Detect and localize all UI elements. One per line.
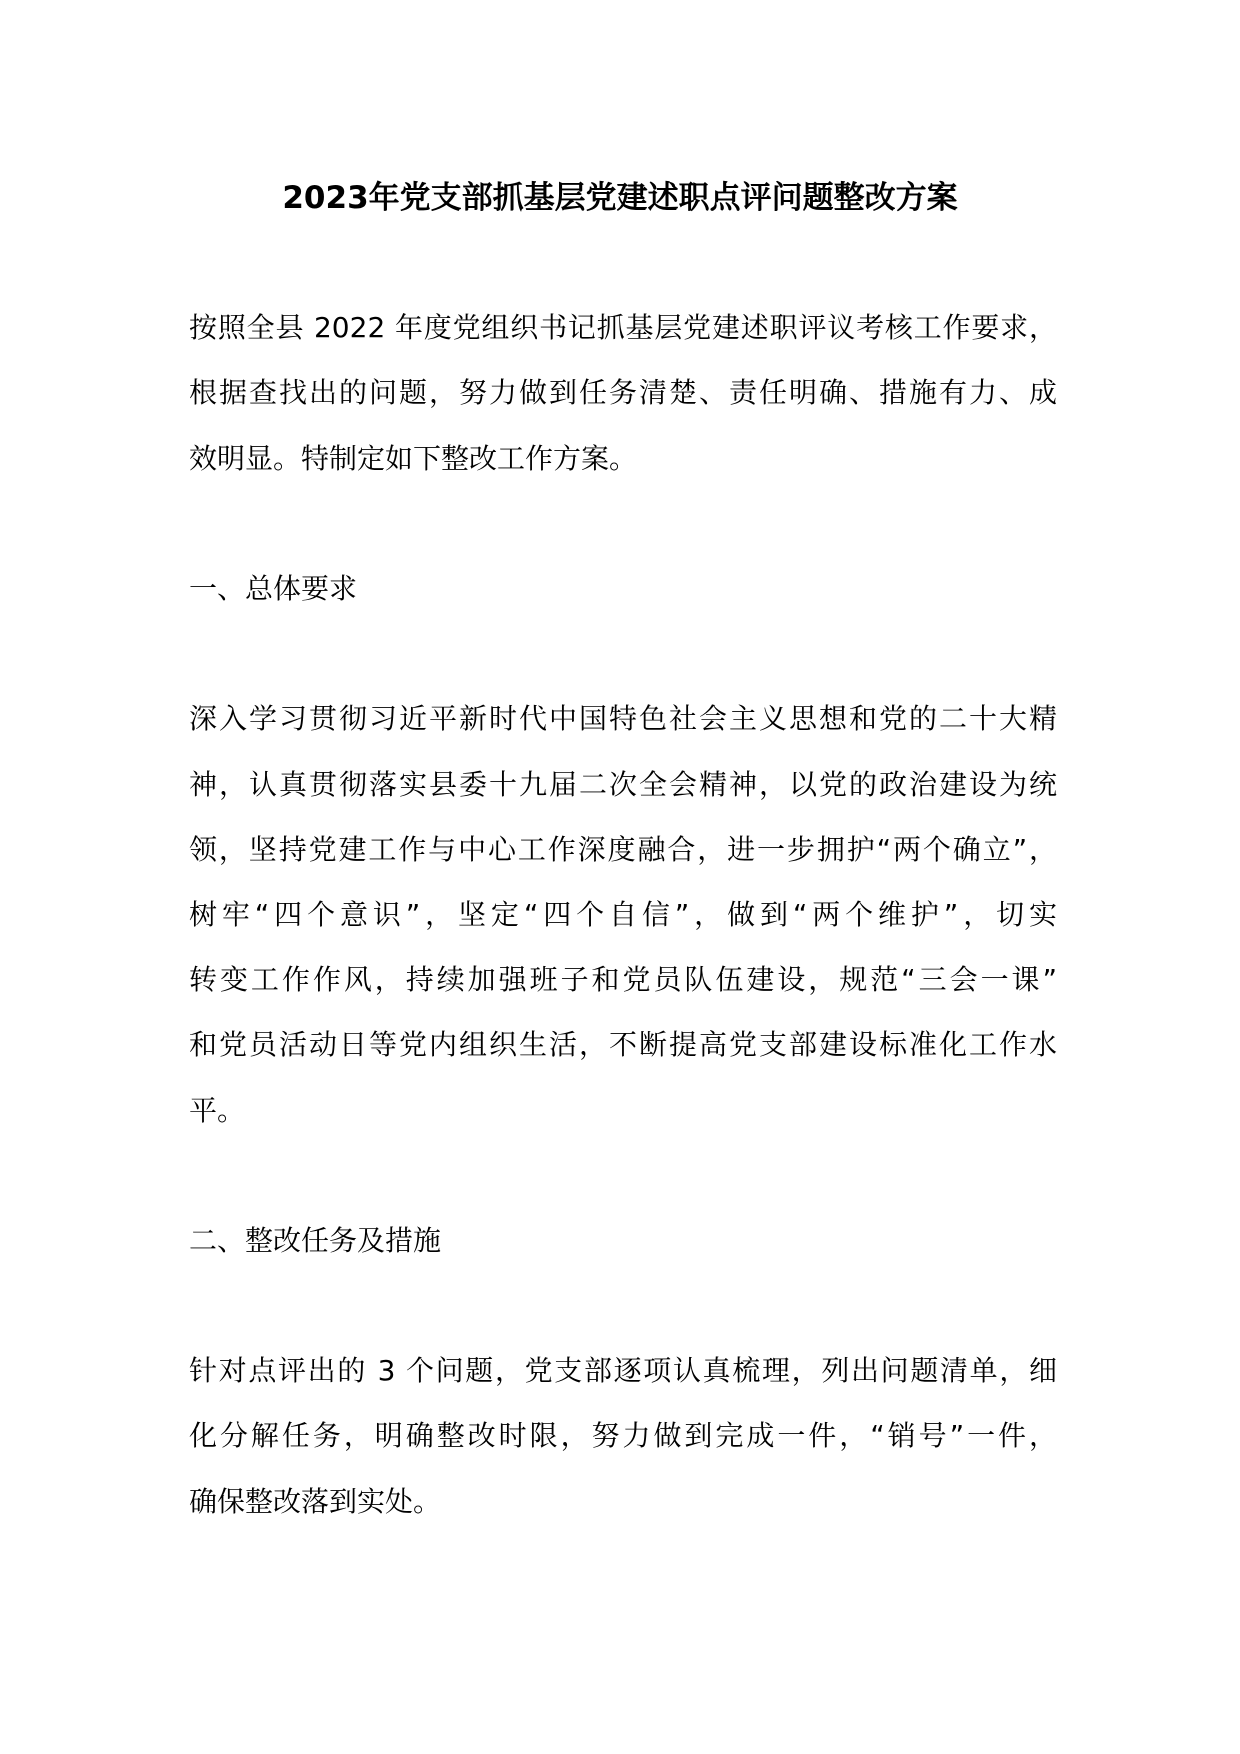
section1-line: 领，坚持党建工作与中心工作深度融合，进一步拥护“两个确立”， bbox=[189, 833, 1057, 866]
intro-line: 按照全县 2022 年度党组织书记抓基层党建述职评议考核工作要求， bbox=[189, 311, 1057, 344]
intro-line: 根据查找出的问题，努力做到任务清楚、责任明确、措施有力、成 bbox=[189, 376, 1057, 409]
section2-line: 化分解任务，明确整改时限，努力做到完成一件，“销号”一件， bbox=[189, 1419, 1057, 1452]
section-heading-overall-requirements: 一、总体要求 bbox=[189, 572, 358, 605]
section1-line: 树牢“四个意识”，坚定“四个自信”，做到“两个维护”，切实 bbox=[189, 898, 1057, 931]
intro-line: 效明显。特制定如下整改工作方案。 bbox=[189, 442, 638, 475]
section1-line: 和党员活动日等党内组织生活，不断提高党支部建设标准化工作水 bbox=[189, 1028, 1057, 1061]
section1-line: 平。 bbox=[189, 1094, 246, 1127]
section1-line: 神，认真贯彻落实县委十九届二次全会精神，以党的政治建设为统 bbox=[189, 768, 1057, 801]
section1-line: 转变工作作风，持续加强班子和党员队伍建设，规范“三会一课” bbox=[189, 963, 1057, 996]
document-title: 2023年党支部抓基层党建述职点评问题整改方案 bbox=[282, 180, 958, 216]
section-heading-rectification-tasks: 二、整改任务及措施 bbox=[189, 1224, 442, 1257]
section2-line: 确保整改落到实处。 bbox=[189, 1485, 442, 1518]
section1-line: 深入学习贯彻习近平新时代中国特色社会主义思想和党的二十大精 bbox=[189, 702, 1057, 735]
section2-line: 针对点评出的 3 个问题，党支部逐项认真梳理，列出问题清单，细 bbox=[189, 1354, 1057, 1387]
